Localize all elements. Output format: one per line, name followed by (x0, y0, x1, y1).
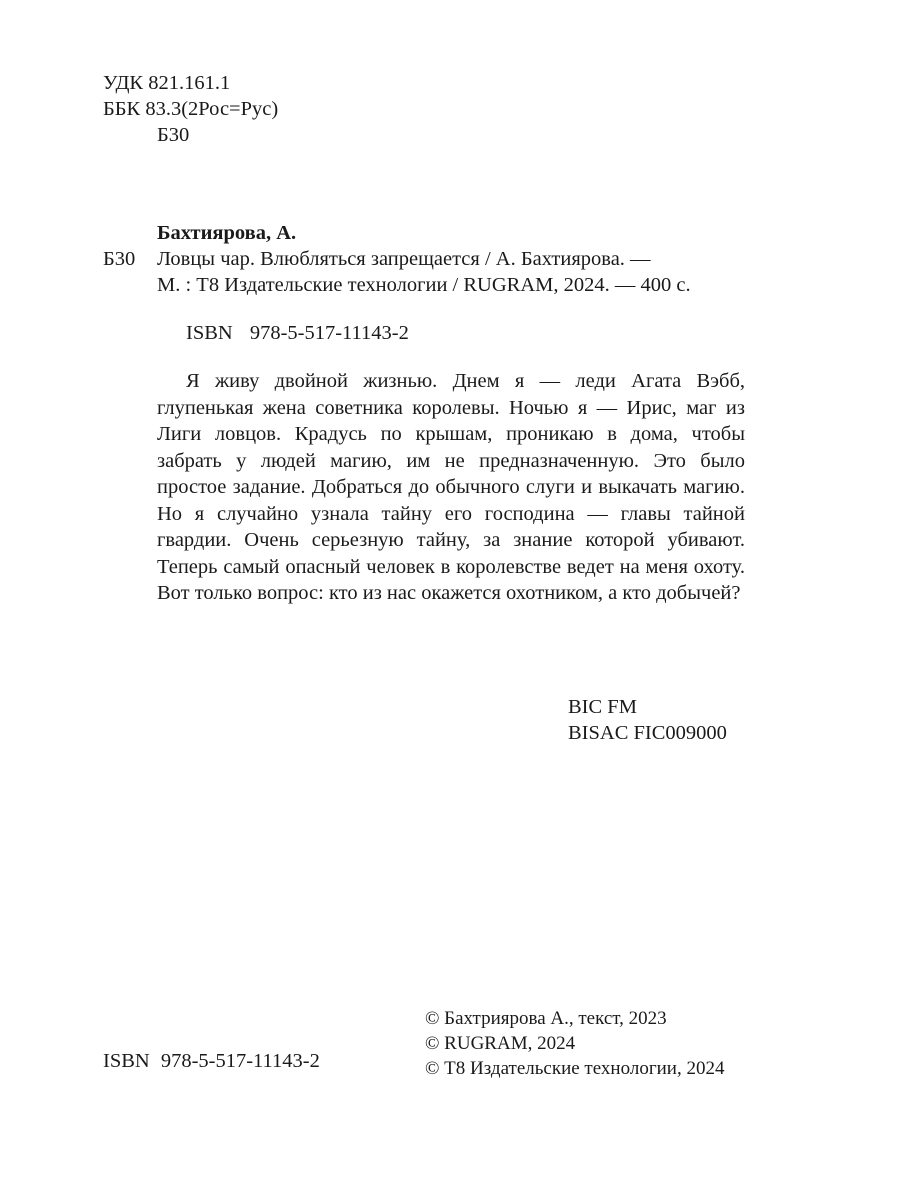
udk-code: УДК 821.161.1 (103, 72, 231, 94)
bibliographic-description (157, 246, 745, 298)
author-mark: Б30 (157, 124, 190, 146)
bbk-code: ББК 83.3(2Рос=Рус) (103, 98, 279, 120)
copyright-line-rugram: © RUGRAM, 2024 (425, 1033, 576, 1054)
copyright-line-t8: © Т8 Издательские технологии, 2024 (425, 1058, 725, 1079)
isbn-record: ISBN 978-5-517-11143-2 (186, 322, 409, 344)
copyright-block (425, 1006, 724, 1081)
annotation-text: Я живу двойной жизнью. Днем я — леди Агата Вэбб, глупенькая жена советника королевы. Ночью я — Ирис, маг из Лиги ловцов. Крадусь по крышам, проникаю в дома, чтобы забрать у людей магию, им не предназначенную. Это было простое задание. Добраться до обычного слуги и выкачать магию. Но я случайно узнала тайну его господина — главы тайной гвардии. Очень серьезную тайну, за знание которой убивают. Теперь самый опасный человек в королевстве ведет на меня охоту. Вот только вопрос: кто из нас окажется охотником, а кто добычей? (157, 370, 745, 604)
bibliographic-line-1: Ловцы чар. Влюбляться запрещается / А. Бахтиярова. — (157, 248, 651, 270)
bic-code: BIC FM (568, 696, 637, 718)
author-heading: Бахтиярова, А. (157, 222, 297, 244)
bibliographic-line-2: М. : Т8 Издательские технологии / RUGRAM, 2024. — 400 с. (157, 274, 691, 296)
copyright-line-author: © Бахтриярова А., текст, 2023 (425, 1008, 667, 1029)
bisac-code: BISAC FIC009000 (568, 722, 727, 744)
isbn-footer: ISBN 978-5-517-11143-2 (103, 1050, 320, 1072)
author-mark-record: Б30 (103, 248, 136, 270)
